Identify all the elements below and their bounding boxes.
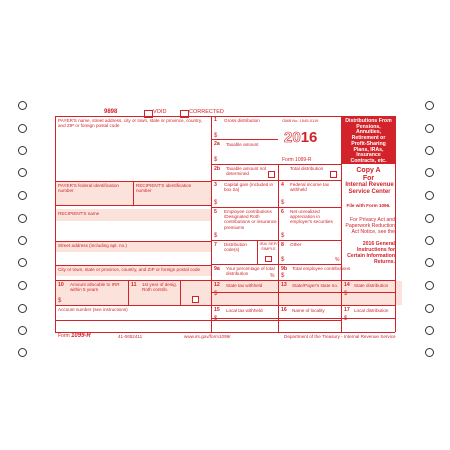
box2b-number: 2b	[214, 166, 221, 172]
col-b10-mid	[128, 280, 129, 305]
frame-right	[395, 116, 396, 332]
box3-label: Capital gain (included in box 2a)	[224, 182, 274, 193]
line-b12-mid	[211, 292, 395, 293]
line-b9-bottom	[211, 280, 395, 281]
box2b-checkbox-2[interactable]	[330, 171, 337, 178]
box17-dollar: $	[344, 316, 348, 322]
box1-number: 1	[214, 117, 217, 123]
street-label: Street address (including apt. no.)	[58, 243, 127, 248]
box7-ira-label: IRA/ SEP/ SIMPLE	[259, 241, 278, 251]
box9b-dollar: $	[281, 273, 285, 279]
col-b11-mid	[180, 280, 181, 305]
footer-url: www.irs.gov/form1099r	[184, 334, 231, 339]
payer-tin-label: PAYER'S federal identification number	[58, 183, 119, 194]
box5-dollar: $	[214, 233, 218, 239]
box7-ira-checkbox[interactable]	[265, 256, 272, 262]
footer-department: Department of the Treasury - Internal Revenue Service	[284, 334, 396, 339]
col-b13-right	[341, 280, 342, 332]
footer-form-name: 1099-R	[71, 333, 91, 339]
footer-form	[58, 333, 91, 339]
box14-number: 14	[344, 282, 350, 288]
payer-info-label: PAYER'S name, street address, city or town, state or province, country, and ZIP or foreign postal code	[58, 118, 203, 129]
city-label: City or town, state or province, country, and ZIP or foreign postal code	[58, 267, 201, 272]
box10-dollar: $	[58, 298, 62, 304]
box12-label: State tax withheld	[226, 283, 263, 288]
box9a-percent: %	[270, 273, 275, 279]
box5-label: Employee contributions /Designated Roth contributions or insurance premiums	[224, 209, 277, 230]
box10-label: Amount allocable to IRR within 5 years	[70, 282, 120, 293]
col-amounts-mid	[278, 164, 279, 332]
box6-number: 6	[281, 209, 284, 215]
box8-percent: %	[335, 257, 340, 263]
box13-number: 13	[281, 282, 287, 288]
box3-number: 3	[214, 182, 217, 188]
box9b-label: Total employee contributions	[292, 266, 351, 271]
box9a-label: Your percentage of total distribution	[226, 266, 275, 277]
box6-dollar: $	[281, 233, 285, 239]
box8-dollar: $	[281, 257, 285, 263]
box16-label: Name of locality	[292, 308, 325, 313]
copy-destination: Internal Revenue Service Center	[345, 182, 394, 195]
box6-label: Net unrealized appreciation in employer's securities	[290, 209, 333, 225]
box2b-checkbox-1[interactable]	[268, 171, 275, 178]
footer-cat-number: 41-0652411	[118, 334, 143, 339]
box7-label: Distribution code(s)	[224, 242, 247, 253]
line-b1-bottom	[211, 139, 278, 140]
box4-label: Federal income tax withheld	[290, 182, 330, 193]
line-payer-bottom	[55, 181, 211, 182]
frame-bottom	[55, 332, 395, 333]
form-title: Distributions From Pensions, Annuities, Retirement or Profit-Sharing Plans, IRAs, Insurance Contracts, etc.	[345, 118, 392, 164]
box9a-number: 9a	[214, 266, 220, 272]
box11-label: 1st year of desig. Roth contrib.	[142, 282, 177, 293]
line-b2b-bottom	[211, 180, 341, 181]
box10-number: 10	[58, 282, 64, 288]
line-b15-mid	[211, 305, 395, 306]
line-footer-top	[55, 320, 342, 321]
box1-label: Gross distribution	[224, 118, 260, 123]
col-b7-ira-left	[257, 240, 258, 264]
file-with: File with Form 1096.	[346, 203, 391, 208]
box15-label: Local tax withheld	[226, 308, 263, 313]
corrected-label: CORRECTED	[189, 109, 224, 115]
recipient-name-label: RECIPIENT'S name	[58, 211, 100, 216]
box2a-label: Taxable amount	[226, 142, 259, 147]
form-id-number: 9898	[104, 109, 118, 115]
account-label: Account number (see instructions)	[58, 307, 128, 312]
box16-number: 16	[281, 307, 287, 313]
box12-dollar: $	[214, 291, 218, 297]
frame-left	[55, 116, 56, 332]
box7-number: 7	[214, 242, 217, 248]
privacy-notice: For Privacy Act and Paperwork Reduction Act Notice, see the	[345, 217, 395, 235]
line-street-top	[55, 241, 211, 242]
box14-dollar: $	[344, 291, 348, 297]
col-payer-tin-mid	[133, 181, 134, 205]
line-b15-bottom	[211, 318, 395, 319]
box2b-label-1: Taxable amount not determined	[226, 166, 267, 177]
line-b7-bottom	[211, 264, 341, 265]
recipient-tin-label: RECIPIENT'S identification number	[136, 183, 192, 194]
box14-label: State distribution	[354, 283, 389, 288]
copy-for: For	[362, 175, 375, 182]
box15-dollar: $	[214, 316, 218, 322]
tax-year-suffix: 16	[300, 129, 318, 146]
box11-number: 11	[131, 282, 137, 288]
box17-label: Local distribution	[354, 308, 389, 313]
box4-number: 4	[281, 182, 284, 188]
void-label: VOID	[153, 109, 167, 115]
line-tin-bottom	[55, 205, 211, 206]
col-payer-right	[211, 116, 212, 332]
line-b2a-bottom	[211, 164, 341, 165]
box1-dollar: $	[214, 133, 218, 139]
line-city-top	[55, 265, 211, 266]
box13-label: State/Payer's state no.	[292, 283, 339, 288]
box2a-dollar: $	[214, 157, 218, 163]
box2a-number: 2a	[214, 141, 220, 147]
box17-number: 17	[344, 307, 350, 313]
line-b3-bottom	[211, 207, 341, 208]
box12-number: 12	[214, 282, 220, 288]
box5-number: 5	[214, 209, 217, 215]
box8-number: 8	[281, 242, 284, 248]
box9b-number: 9b	[281, 266, 288, 272]
fatca-checkbox[interactable]	[192, 296, 199, 303]
footer-form-label: Form	[58, 333, 70, 339]
box2b-label-2: Total distribution	[290, 166, 324, 171]
instructions-reference: 2016 General Instructions for Certain Information Returns.	[347, 241, 395, 265]
box8-label: Other	[290, 242, 302, 247]
form-label: Form 1099-R	[282, 157, 312, 163]
box3-dollar: $	[214, 200, 218, 206]
tax-year-prefix: 20	[284, 129, 301, 146]
copy-a-label: Copy A	[356, 167, 381, 174]
omb-number: OMB No. 1545-0119	[282, 118, 319, 123]
box4-dollar: $	[281, 200, 285, 206]
box15-number: 15	[214, 307, 220, 313]
tax-year	[284, 130, 317, 145]
title-banner	[342, 117, 395, 164]
